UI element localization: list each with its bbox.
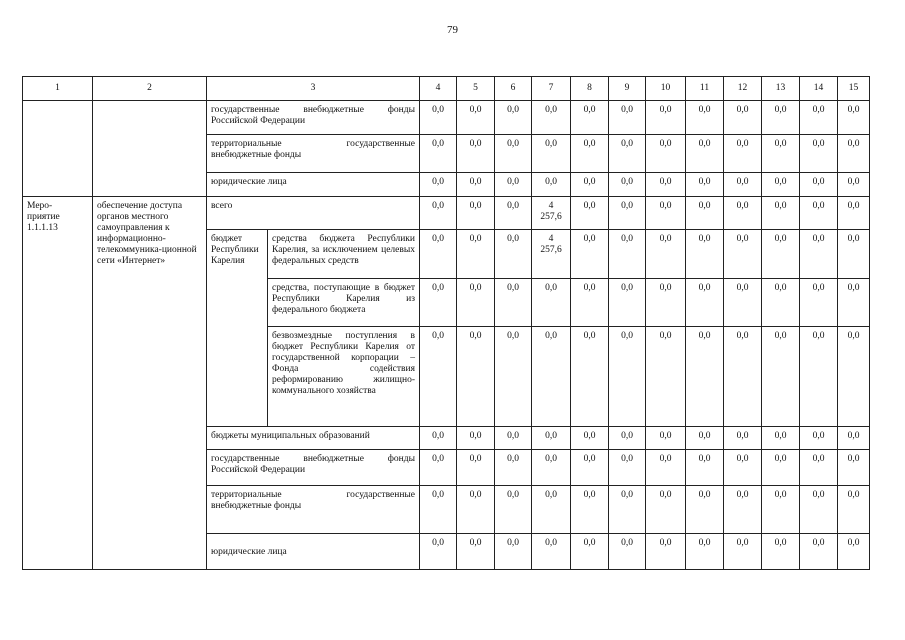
value-cell-col-4: 0,0 (420, 101, 457, 135)
value-cell-col-7: 0,0 (532, 427, 571, 450)
value-cell-col-8: 0,0 (571, 101, 609, 135)
value-cell-col-5: 0,0 (457, 135, 495, 173)
value-cell-col-13: 0,0 (762, 534, 800, 570)
value-cell-col-7: 0,0 (532, 135, 571, 173)
cell-source: всего (207, 197, 420, 230)
value-cell-col-12: 0,0 (724, 230, 762, 279)
value-cell-col-14: 0,0 (800, 427, 838, 450)
value-cell-col-12: 0,0 (724, 486, 762, 534)
value-cell-col-6: 0,0 (495, 486, 532, 534)
value-cell-col-12: 0,0 (724, 135, 762, 173)
value-cell-col-5: 0,0 (457, 173, 495, 197)
value-cell-col-11: 0,0 (686, 197, 724, 230)
value-cell-col-13: 0,0 (762, 279, 800, 327)
value-cell-col-8: 0,0 (571, 197, 609, 230)
value-cell-col-8: 0,0 (571, 230, 609, 279)
value-cell-col-5: 0,0 (457, 101, 495, 135)
value-cell-col-8: 0,0 (571, 450, 609, 486)
value-cell-col-12: 0,0 (724, 327, 762, 427)
header-cell-11: 11 (686, 77, 724, 101)
value-cell-col-14: 0,0 (800, 534, 838, 570)
value-cell-col-12: 0,0 (724, 534, 762, 570)
budget-table (22, 76, 870, 570)
cell-source: государственные внебюджетные фонды Российской Федерации (207, 101, 420, 135)
value-cell-col-6: 0,0 (495, 279, 532, 327)
value-cell-col-14: 0,0 (800, 486, 838, 534)
value-cell-col-10: 0,0 (646, 279, 686, 327)
value-cell-col-7: 4 257,6 (532, 197, 571, 230)
value-cell-col-15: 0,0 (838, 279, 870, 327)
cell-source: средства бюджета Республики Карелия, за исключением целевых федеральных средств (268, 230, 420, 279)
value-cell-col-8: 0,0 (571, 486, 609, 534)
value-cell-col-10: 0,0 (646, 197, 686, 230)
value-cell-col-15: 0,0 (838, 450, 870, 486)
value-cell-col-14: 0,0 (800, 230, 838, 279)
header-cell-7: 7 (532, 77, 571, 101)
value-cell-col-11: 0,0 (686, 534, 724, 570)
value-cell-col-9: 0,0 (609, 427, 646, 450)
table-row (23, 101, 870, 135)
header-row (23, 77, 870, 101)
value-cell-col-13: 0,0 (762, 230, 800, 279)
value-cell-col-15: 0,0 (838, 327, 870, 427)
value-cell-col-13: 0,0 (762, 173, 800, 197)
value-cell-col-9: 0,0 (609, 173, 646, 197)
value-cell-col-10: 0,0 (646, 427, 686, 450)
value-cell-col-13: 0,0 (762, 450, 800, 486)
value-cell-col-14: 0,0 (800, 327, 838, 427)
value-cell-col-15: 0,0 (838, 486, 870, 534)
value-cell-col-12: 0,0 (724, 279, 762, 327)
value-cell-col-15: 0,0 (838, 534, 870, 570)
value-cell-col-4: 0,0 (420, 427, 457, 450)
header-cell-4: 4 (420, 77, 457, 101)
header-cell-14: 14 (800, 77, 838, 101)
value-cell-col-6: 0,0 (495, 327, 532, 427)
value-cell-col-5: 0,0 (457, 197, 495, 230)
budget-group-label: бюджет Республики Карелия (207, 230, 268, 427)
header-cell-10: 10 (646, 77, 686, 101)
value-cell-col-12: 0,0 (724, 427, 762, 450)
value-cell-col-10: 0,0 (646, 135, 686, 173)
value-cell-col-4: 0,0 (420, 173, 457, 197)
value-cell-col-5: 0,0 (457, 450, 495, 486)
value-cell-col-10: 0,0 (646, 486, 686, 534)
value-cell-col-7: 0,0 (532, 534, 571, 570)
header-cell-2: 2 (93, 77, 207, 101)
value-cell-col-10: 0,0 (646, 230, 686, 279)
value-cell-col-12: 0,0 (724, 450, 762, 486)
value-cell-col-4: 0,0 (420, 327, 457, 427)
cell-source: государственные внебюджетные фонды Российской Федерации (207, 450, 420, 486)
cell-source: бюджеты муниципальных образований (207, 427, 420, 450)
measure-name: обеспечение доступа органов местного самоуправления к информационно-телекоммуника-ционной сети «Интернет» (93, 197, 207, 570)
value-cell-col-6: 0,0 (495, 534, 532, 570)
measure-code: Меро- приятие 1.1.1.13 (23, 197, 93, 570)
value-cell-col-6: 0,0 (495, 173, 532, 197)
value-cell-col-5: 0,0 (457, 486, 495, 534)
value-cell-col-5: 0,0 (457, 534, 495, 570)
value-cell-col-9: 0,0 (609, 534, 646, 570)
value-cell-col-8: 0,0 (571, 173, 609, 197)
value-cell-col-13: 0,0 (762, 486, 800, 534)
value-cell-col-11: 0,0 (686, 450, 724, 486)
value-cell-col-13: 0,0 (762, 327, 800, 427)
value-cell-col-6: 0,0 (495, 230, 532, 279)
cell-source: юридические лица (207, 173, 420, 197)
table-row (23, 197, 870, 230)
value-cell-col-5: 0,0 (457, 279, 495, 327)
value-cell-col-15: 0,0 (838, 230, 870, 279)
value-cell-col-14: 0,0 (800, 450, 838, 486)
cell-name-continued (93, 101, 207, 197)
page-number: 79 (447, 24, 458, 36)
value-cell-col-4: 0,0 (420, 197, 457, 230)
value-cell-col-9: 0,0 (609, 327, 646, 427)
value-cell-col-11: 0,0 (686, 230, 724, 279)
header-cell-1: 1 (23, 77, 93, 101)
header-cell-9: 9 (609, 77, 646, 101)
value-cell-col-8: 0,0 (571, 135, 609, 173)
cell-source: территориальные государственные внебюджетные фонды (207, 486, 420, 534)
value-cell-col-8: 0,0 (571, 279, 609, 327)
value-cell-col-7: 0,0 (532, 279, 571, 327)
value-cell-col-15: 0,0 (838, 197, 870, 230)
value-cell-col-4: 0,0 (420, 135, 457, 173)
value-cell-col-10: 0,0 (646, 327, 686, 427)
value-cell-col-11: 0,0 (686, 101, 724, 135)
header-cell-8: 8 (571, 77, 609, 101)
value-cell-col-14: 0,0 (800, 197, 838, 230)
value-cell-col-13: 0,0 (762, 427, 800, 450)
value-cell-col-8: 0,0 (571, 534, 609, 570)
value-cell-col-9: 0,0 (609, 135, 646, 173)
cell-source: юридические лица (207, 534, 420, 570)
value-cell-col-11: 0,0 (686, 173, 724, 197)
value-cell-col-9: 0,0 (609, 450, 646, 486)
value-cell-col-7: 0,0 (532, 327, 571, 427)
value-cell-col-9: 0,0 (609, 101, 646, 135)
value-cell-col-10: 0,0 (646, 534, 686, 570)
value-cell-col-14: 0,0 (800, 135, 838, 173)
value-cell-col-15: 0,0 (838, 135, 870, 173)
value-cell-col-15: 0,0 (838, 101, 870, 135)
value-cell-col-13: 0,0 (762, 135, 800, 173)
value-cell-col-11: 0,0 (686, 327, 724, 427)
value-cell-col-15: 0,0 (838, 173, 870, 197)
header-cell-3: 3 (207, 77, 420, 101)
value-cell-col-7: 0,0 (532, 173, 571, 197)
value-cell-col-14: 0,0 (800, 173, 838, 197)
value-cell-col-6: 0,0 (495, 427, 532, 450)
value-cell-col-4: 0,0 (420, 486, 457, 534)
value-cell-col-11: 0,0 (686, 135, 724, 173)
value-cell-col-13: 0,0 (762, 197, 800, 230)
value-cell-col-9: 0,0 (609, 197, 646, 230)
value-cell-col-6: 0,0 (495, 197, 532, 230)
value-cell-col-14: 0,0 (800, 279, 838, 327)
cell-source: территориальные государственные внебюджетные фонды (207, 135, 420, 173)
value-cell-col-14: 0,0 (800, 101, 838, 135)
value-cell-col-7: 0,0 (532, 486, 571, 534)
header-cell-5: 5 (457, 77, 495, 101)
cell-source: средства, поступающие в бюджет Республики Карелия из федерального бюджета (268, 279, 420, 327)
value-cell-col-6: 0,0 (495, 135, 532, 173)
value-cell-col-10: 0,0 (646, 101, 686, 135)
value-cell-col-15: 0,0 (838, 427, 870, 450)
value-cell-col-7: 0,0 (532, 101, 571, 135)
value-cell-col-12: 0,0 (724, 101, 762, 135)
value-cell-col-12: 0,0 (724, 173, 762, 197)
value-cell-col-5: 0,0 (457, 327, 495, 427)
value-cell-col-11: 0,0 (686, 486, 724, 534)
header-cell-13: 13 (762, 77, 800, 101)
value-cell-col-13: 0,0 (762, 101, 800, 135)
header-cell-12: 12 (724, 77, 762, 101)
value-cell-col-4: 0,0 (420, 450, 457, 486)
value-cell-col-6: 0,0 (495, 101, 532, 135)
value-cell-col-8: 0,0 (571, 427, 609, 450)
value-cell-col-11: 0,0 (686, 427, 724, 450)
value-cell-col-9: 0,0 (609, 230, 646, 279)
value-cell-col-7: 4 257,6 (532, 230, 571, 279)
value-cell-col-11: 0,0 (686, 279, 724, 327)
value-cell-col-6: 0,0 (495, 450, 532, 486)
cell-code-continued (23, 101, 93, 197)
value-cell-col-5: 0,0 (457, 230, 495, 279)
header-cell-15: 15 (838, 77, 870, 101)
value-cell-col-10: 0,0 (646, 450, 686, 486)
value-cell-col-8: 0,0 (571, 327, 609, 427)
value-cell-col-4: 0,0 (420, 534, 457, 570)
value-cell-col-9: 0,0 (609, 486, 646, 534)
value-cell-col-12: 0,0 (724, 197, 762, 230)
header-cell-6: 6 (495, 77, 532, 101)
value-cell-col-5: 0,0 (457, 427, 495, 450)
value-cell-col-10: 0,0 (646, 173, 686, 197)
value-cell-col-4: 0,0 (420, 279, 457, 327)
value-cell-col-7: 0,0 (532, 450, 571, 486)
value-cell-col-9: 0,0 (609, 279, 646, 327)
cell-source: безвозмездные поступления в бюджет Республики Карелия от государственной корпорации – Фонда содействия реформированию жилищно-коммунального хозяйства (268, 327, 420, 427)
value-cell-col-4: 0,0 (420, 230, 457, 279)
